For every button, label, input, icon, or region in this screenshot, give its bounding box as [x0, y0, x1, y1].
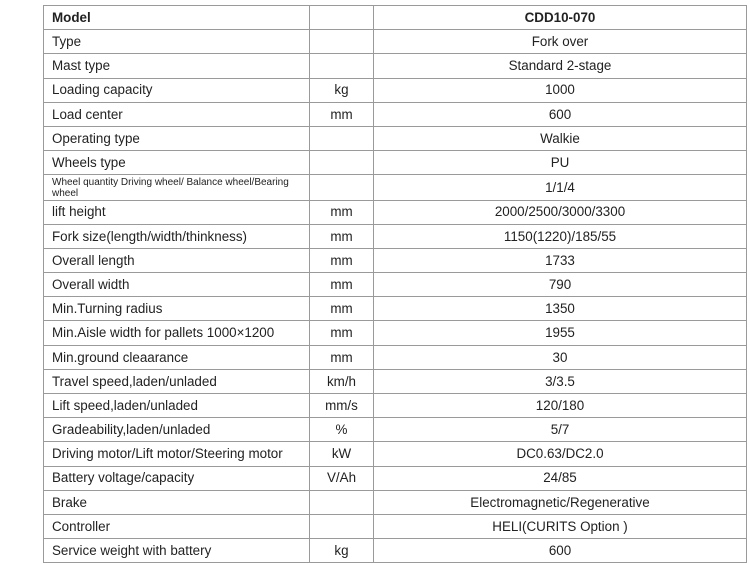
row-value: PU [374, 151, 747, 175]
row-value: DC0.63/DC2.0 [374, 442, 747, 466]
row-label: Driving motor/Lift motor/Steering motor [44, 442, 310, 466]
table-row [44, 321, 747, 345]
table-row [44, 369, 747, 393]
row-label: Type [44, 30, 310, 54]
row-value: 790 [374, 273, 747, 297]
row-unit [310, 151, 374, 175]
table-row [44, 490, 747, 514]
row-unit [310, 30, 374, 54]
row-unit: mm [310, 224, 374, 248]
row-value: 1350 [374, 297, 747, 321]
row-unit [310, 54, 374, 78]
row-label: Overall width [44, 273, 310, 297]
row-unit: mm [310, 321, 374, 345]
table-row [44, 224, 747, 248]
row-label: Load center [44, 102, 310, 126]
row-label: Gradeability,laden/unladed [44, 418, 310, 442]
row-label: Loading capacity [44, 78, 310, 102]
row-unit: mm/s [310, 394, 374, 418]
table-row [44, 126, 747, 150]
row-unit [310, 175, 374, 200]
row-value: 1000 [374, 78, 747, 102]
table-row [44, 442, 747, 466]
row-value: 120/180 [374, 394, 747, 418]
row-value: 5/7 [374, 418, 747, 442]
row-value: Electromagnetic/Regenerative [374, 490, 747, 514]
table-row [44, 297, 747, 321]
row-value: Fork over [374, 30, 747, 54]
row-unit: mm [310, 248, 374, 272]
row-label: Operating type [44, 126, 310, 150]
row-unit [310, 514, 374, 538]
row-value: 1733 [374, 248, 747, 272]
row-label: Min.Turning radius [44, 297, 310, 321]
row-label: Min.ground cleaarance [44, 345, 310, 369]
table-row [44, 345, 747, 369]
row-value: 600 [374, 102, 747, 126]
table-row [44, 102, 747, 126]
row-label: Wheels type [44, 151, 310, 175]
row-unit [310, 490, 374, 514]
row-unit: mm [310, 102, 374, 126]
table-row [44, 273, 747, 297]
table-row [44, 514, 747, 538]
table-row [44, 394, 747, 418]
row-label: Min.Aisle width for pallets 1000×1200 [44, 321, 310, 345]
table-row [44, 54, 747, 78]
row-unit: mm [310, 200, 374, 224]
row-unit: kg [310, 539, 374, 563]
table-row [44, 418, 747, 442]
spec-table-body [44, 6, 747, 563]
row-label: Mast type [44, 54, 310, 78]
row-unit: mm [310, 273, 374, 297]
row-unit [310, 126, 374, 150]
row-unit: mm [310, 345, 374, 369]
row-value: 30 [374, 345, 747, 369]
spec-table [43, 5, 747, 563]
row-label: Battery voltage/capacity [44, 466, 310, 490]
row-value: 1/1/4 [374, 175, 747, 200]
table-row [44, 30, 747, 54]
table-row [44, 466, 747, 490]
row-value: Walkie [374, 126, 747, 150]
header-label: Model [44, 6, 310, 30]
row-label: Fork size(length/width/thinkness) [44, 224, 310, 248]
row-label: Lift speed,laden/unladed [44, 394, 310, 418]
table-row [44, 175, 747, 200]
row-label: Controller [44, 514, 310, 538]
row-value: 2000/2500/3000/3300 [374, 200, 747, 224]
row-label: Travel speed,laden/unladed [44, 369, 310, 393]
row-label: Wheel quantity Driving wheel/ Balance wheel/Bearing wheel [44, 175, 310, 200]
table-row [44, 151, 747, 175]
row-label: Brake [44, 490, 310, 514]
row-unit: V/Ah [310, 466, 374, 490]
row-unit: mm [310, 297, 374, 321]
row-label: Overall length [44, 248, 310, 272]
row-value: 3/3.5 [374, 369, 747, 393]
row-value: HELI(CURITS Option ) [374, 514, 747, 538]
row-unit: kg [310, 78, 374, 102]
row-label: Service weight with battery [44, 539, 310, 563]
row-value: Standard 2-stage [374, 54, 747, 78]
row-unit: % [310, 418, 374, 442]
row-value: 1150(1220)/185/55 [374, 224, 747, 248]
row-value: 24/85 [374, 466, 747, 490]
table-row [44, 200, 747, 224]
row-value: 600 [374, 539, 747, 563]
row-label: lift height [44, 200, 310, 224]
table-row [44, 248, 747, 272]
row-unit: km/h [310, 369, 374, 393]
row-unit: kW [310, 442, 374, 466]
header-unit [310, 6, 374, 30]
table-row [44, 539, 747, 563]
table-row [44, 78, 747, 102]
header-model-value: CDD10-070 [374, 6, 747, 30]
row-value: 1955 [374, 321, 747, 345]
header-row [44, 6, 747, 30]
